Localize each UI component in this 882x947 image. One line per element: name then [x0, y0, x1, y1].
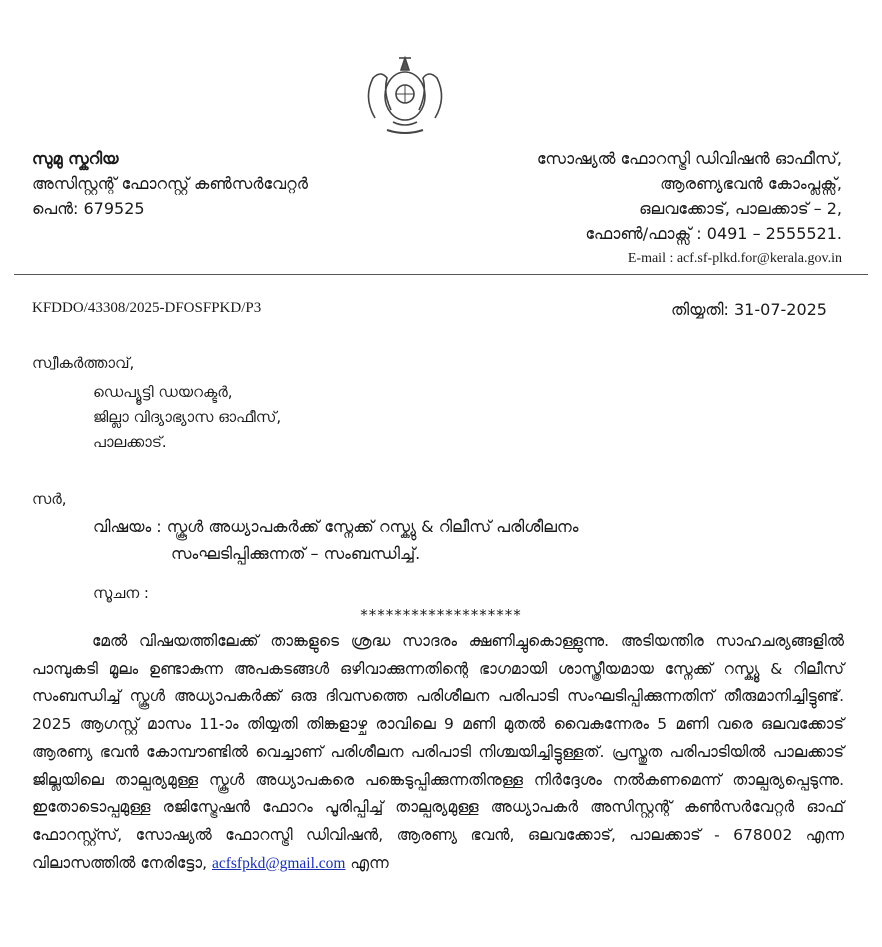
reference-label: സൂചന : [93, 584, 149, 602]
letter-date: തിയ്യതി: 31-07-2025 [671, 300, 827, 319]
office-line-2: ആരണ്യഭവൻ കോംപ്ലക്സ്, [660, 174, 842, 193]
salutation: സർ, [32, 490, 67, 508]
subject-line-2: സംഘടിപ്പിക്കുന്നത് – സംബന്ധിച്ച്. [171, 544, 421, 563]
subject-block [93, 513, 578, 567]
recipient-line-3: പാലക്കാട്. [93, 433, 167, 451]
office-phone: ഫോൺ/ഫാക്സ് : 0491 – 2555521. [585, 224, 842, 243]
email-link[interactable]: acfsfpkd@gmail.com [211, 854, 346, 872]
star-divider: ******************* [360, 606, 522, 624]
body-tail: എന്ന [350, 853, 389, 872]
recipient-label: സ്വീകർത്താവ്, [32, 354, 135, 372]
state-emblem [355, 48, 455, 140]
sender-pen: പെൻ: 679525 [32, 199, 145, 218]
sender-block [32, 146, 308, 221]
recipient-line-2: ജില്ലാ വിദ്യാഭ്യാസ ഓഫീസ്, [93, 408, 282, 426]
office-email: E-mail : acf.sf-plkd.for@kerala.gov.in [627, 251, 842, 266]
body-paragraph [32, 628, 844, 877]
recipient-line-1: ഡെപ്യൂട്ടി ഡയറക്ടർ, [93, 383, 233, 401]
reference-number: KFDDO/43308/2025-DFOSFPKD/P3 [32, 300, 262, 316]
sender-designation: അസിസ്റ്റന്റ് ഫോറസ്റ്റ് കൺസർവേറ്റർ [32, 174, 308, 193]
body-text: മേൽ വിഷയത്തിലേക്ക് താങ്കളുടെ ശ്രദ്ധ സാദരം ക്ഷണിച്ചുകൊള്ളുന്നു. അടിയന്തിര സാഹചര്യങ്ങളിൽ പാമ്പുകടി മൂലം ഉണ്ടാകുന്ന അപകടങ്ങൾ ഒഴിവാക്കുന്നതിന്റെ ഭാഗമായി ശാസ്ത്രീയമായ സ്നേക്ക് റസ്ക്യൂ & റിലീസ് സംബന്ധിച്ച് സ്കൂൾ അധ്യാപകർക്ക് ഒരു ദിവസത്തെ പരിശീലന പരിപാടി സംഘടിപ്പിക്കുന്നതിന് തീരുമാനിച്ചിട്ടുണ്ട്. 2025 ആഗസ്റ്റ് മാസം 11-ാം തിയ്യതി തിങ്കളാഴ്ച രാവിലെ 9 മണി മുതൽ വൈകുന്നേരം 5 മണി വരെ ഒലവക്കോട് ആരണ്യ ഭവൻ കോമ്പൗണ്ടിൽ വെച്ചാണ് പരിശീലന പരിപാടി നിശ്ചയിച്ചിട്ടുള്ളത്. പ്രസ്തുത പരിപാടിയിൽ പാലക്കാട് ജില്ലയിലെ താല്പര്യമുള്ള സ്കൂൾ അധ്യാപകരെ പങ്കെടുപ്പിക്കുന്നതിനുള്ള നിർദ്ദേശം നൽകണമെന്ന് താല്പര്യപ്പെടുന്നു. ഇതോടൊപ്പമുള്ള രജിസ്ട്രേഷൻ ഫോറം പൂരിപ്പിച്ച് താല്പര്യമുള്ള അധ്യാപകർ അസിസ്റ്റന്റ് കൺസർവേറ്റർ ഓഫ് ഫോറസ്റ്റ്സ്, സോഷ്യൽ ഫോറസ്ട്രി ഡിവിഷൻ, ആരണ്യ ഭവൻ, ഒലവക്കോട്, പാലക്കാട് - 678002 എന്ന വിലാസത്തിൽ നേരിട്ടോ, [32, 632, 844, 872]
subject-line-1: വിഷയം : സ്കൂൾ അധ്യാപകർക്ക് സ്നേക്ക് റസ്ക്യു & റിലീസ് പരിശീലനം [93, 517, 579, 536]
sender-name: സുമു സ്കറിയ [32, 149, 119, 168]
office-address-block [537, 146, 842, 271]
office-line-1: സോഷ്യൽ ഫോറസ്ട്രി ഡിവിഷൻ ഓഫീസ്, [536, 149, 842, 168]
header-divider [14, 274, 868, 275]
office-line-3: ഒലവക്കോട്, പാലക്കാട് – 2, [639, 199, 842, 218]
recipient-address [93, 380, 281, 455]
